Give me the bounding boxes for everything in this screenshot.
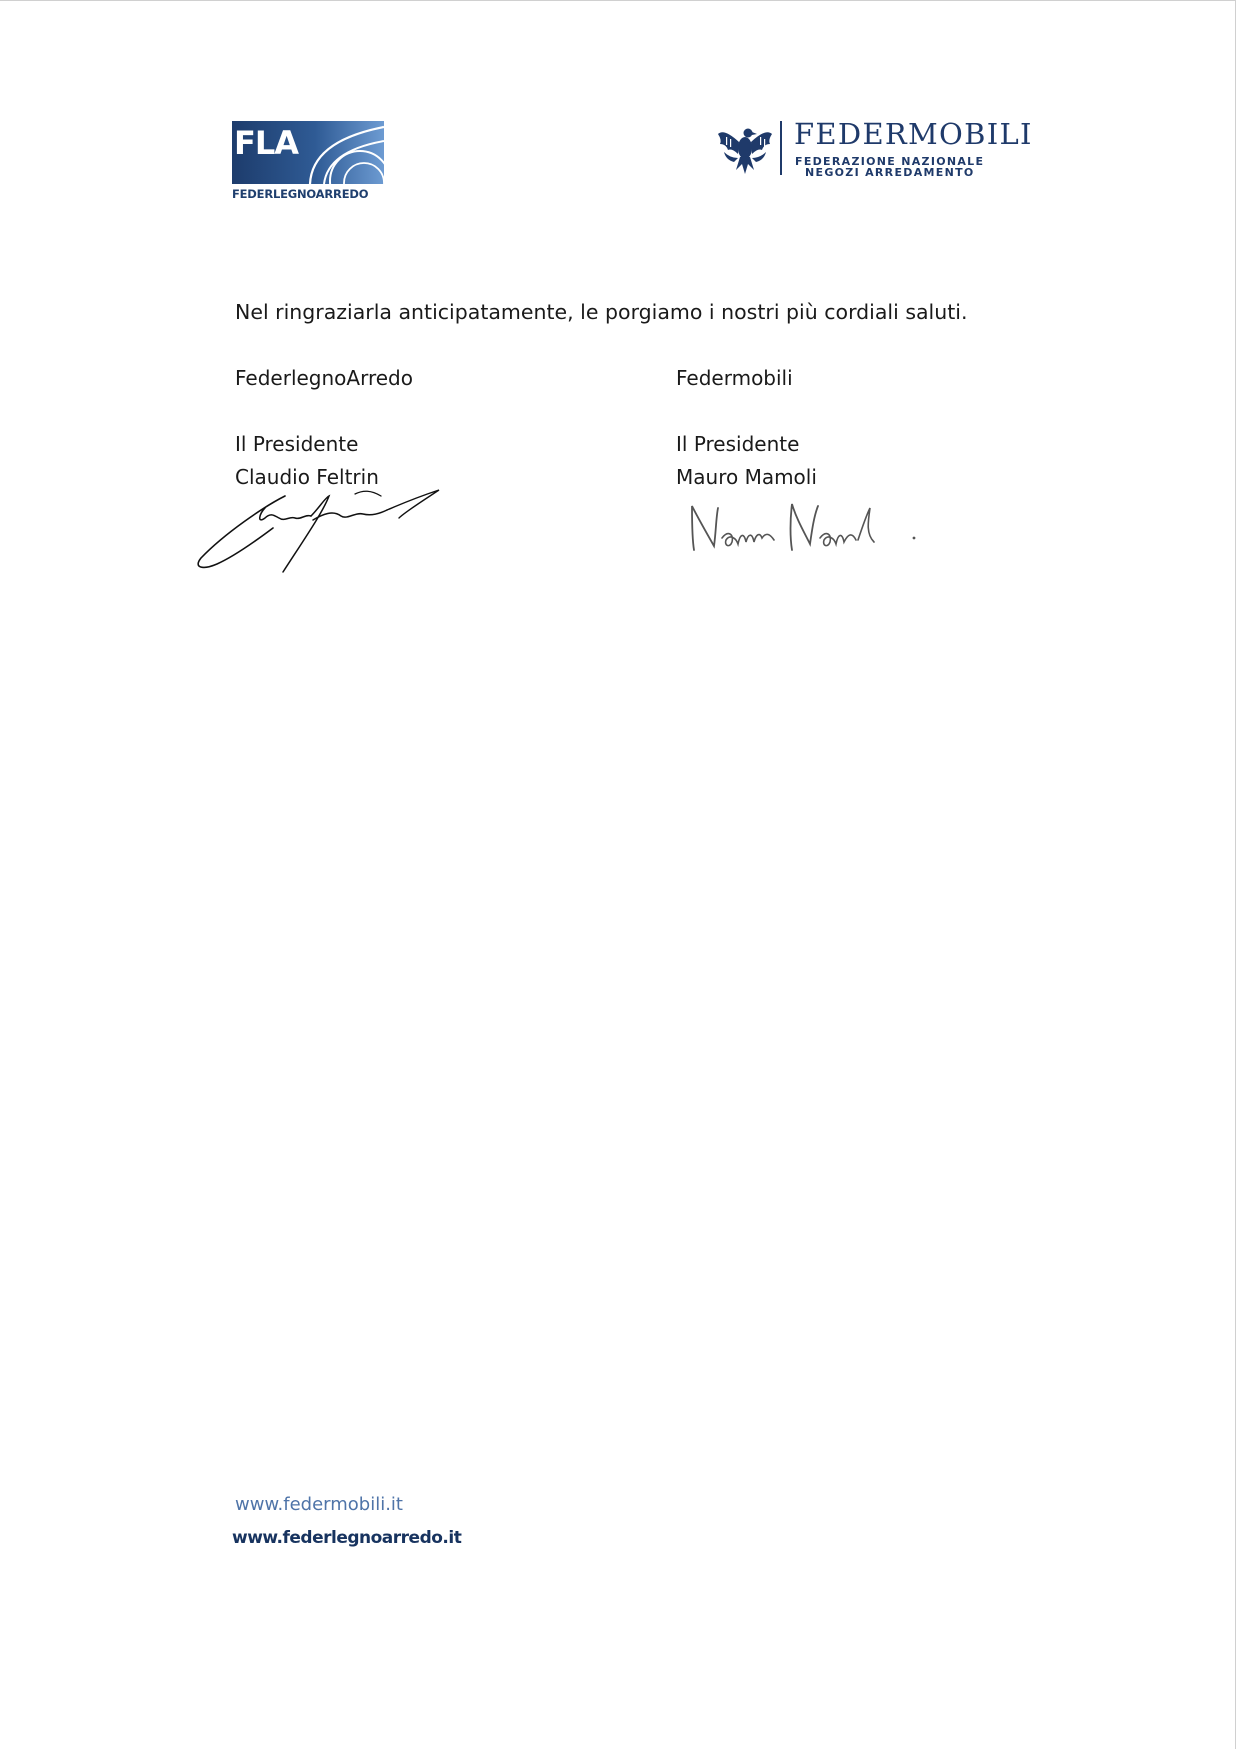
signatory-name-left: Claudio Feltrin (235, 465, 379, 489)
fla-logo-mark (232, 121, 384, 184)
signatory-role-right: Il Presidente (676, 432, 800, 456)
federmobili-logo-divider (780, 121, 782, 175)
federmobili-logo-subtitle-1: FEDERAZIONE NAZIONALE (795, 155, 985, 168)
svg-text:FLA: FLA (234, 124, 299, 162)
signature-right (688, 498, 928, 558)
footer-link-federlegnoarredo[interactable]: www.federlegnoarredo.it (232, 1528, 462, 1548)
signatory-organization-right: Federmobili (676, 366, 793, 390)
signatory-organization-left: FederlegnoArredo (235, 366, 413, 390)
signatory-name-right: Mauro Mamoli (676, 465, 817, 489)
signature-left (195, 488, 445, 578)
fla-logo-caption: FEDERLEGNOARREDO (232, 187, 369, 201)
fla-logo (232, 121, 387, 205)
federmobili-logo-subtitle-2: NEGOZI ARREDAMENTO (805, 166, 975, 179)
closing-text: Nel ringraziarla anticipatamente, le porgiamo i nostri più cordiali saluti. (235, 300, 968, 324)
federmobili-logo-name: FEDERMOBILI (794, 117, 1033, 151)
federmobili-logo (716, 117, 1033, 182)
eagle-icon (716, 122, 774, 178)
footer-link-federmobili[interactable]: www.federmobili.it (235, 1494, 403, 1515)
signatory-role-left: Il Presidente (235, 432, 359, 456)
